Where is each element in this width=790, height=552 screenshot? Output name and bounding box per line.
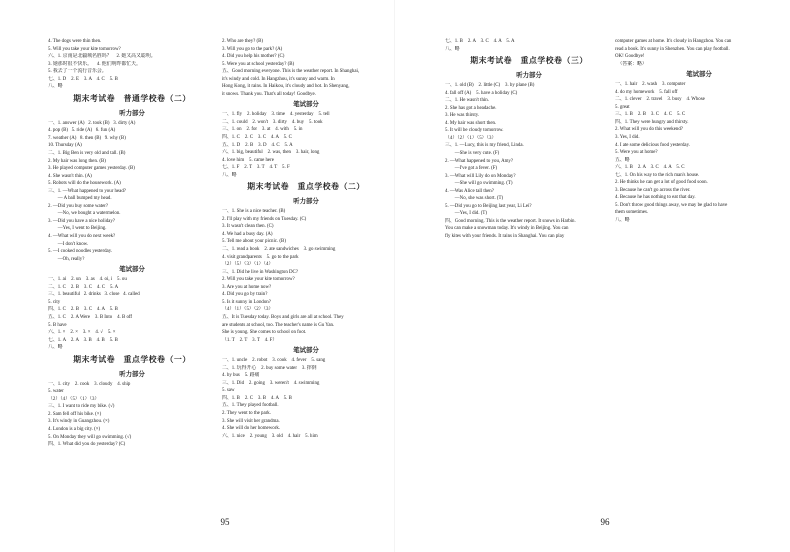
answer-line: 一、1. fly 2. holiday 3. time 4. yesterday 5. tell	[222, 112, 330, 118]
answer-line: 三、1. I want to ride my bike. (√)	[48, 404, 115, 410]
answer-line: （4）（2）（1）（5）（3）	[445, 135, 497, 141]
answer-line: —Yes, I did. (T)	[445, 211, 488, 217]
answer-line: （1. T 2. T 3. T 4. F）	[222, 337, 278, 343]
answer-line: 七、1. On his way to the rich man's house.	[615, 172, 700, 178]
answer-line: 4. Because he has nothing to eat that day.	[615, 195, 696, 201]
answer-line: 一、1. She is a nice teacher. (B)	[222, 209, 286, 215]
answer-line: 2. What will you do this weekend?	[615, 127, 683, 133]
answer-line: 七、1. F 2. T 3. T 4. T 5. F	[222, 165, 290, 171]
answer-line: 三、1. B 2. B 3. C 4. C 5. C	[615, 112, 686, 118]
answer-line: 2. —What happened to you, Amy?	[445, 158, 514, 164]
answer-line: it snows. Thank you. That's all today! Goodbye.	[222, 91, 316, 97]
section-heading: 听力部分	[293, 198, 319, 206]
answer-line: 5. saw	[222, 388, 235, 394]
answer-line: Hong Kong, it rains. In Haikou, it's cloudy and hot. In Shenyang,	[222, 84, 350, 90]
answer-line: 10. Thursday (A)	[48, 143, 82, 149]
answer-line: 一、1. answer (A) 2. took (B) 3. dirty (A)	[48, 120, 136, 126]
answer-line: 七、1. D 2. E 3. A 4. C 5. B	[48, 76, 118, 82]
answer-line: 四、1. They were hungry and thirsty.	[615, 119, 689, 125]
answer-line: 4. do my homework 5. fall off	[615, 89, 678, 95]
answer-line: 4. Did you go by train?	[222, 292, 268, 298]
answer-line: 五、1. They played football.	[222, 403, 279, 409]
answer-line: 5. Is it sunny in London?	[222, 299, 271, 305]
section-heading: 听力部分	[119, 109, 145, 117]
section-heading: 听力部分	[516, 72, 542, 80]
answer-line: 2. Sam fell off his bike. (×)	[48, 411, 102, 417]
page-number-left: 95	[220, 517, 230, 527]
answer-line: 一、1. hair 2. wash 3. computer	[615, 82, 686, 88]
answer-line: 5. On Monday they will go swimming. (√)	[48, 434, 132, 440]
right-page	[395, 0, 790, 552]
answer-line: 六、1. × 2. × 3. × 4. √ 5. ×	[48, 330, 116, 336]
section-heading: 笔试部分	[119, 266, 145, 274]
answer-line: —Oh, really?	[48, 256, 85, 262]
answer-line: 4. I ate some delicious food yesterday.	[615, 142, 690, 148]
answer-line: it's windy and cold. In Hangzhou, it's sunny and warm. In	[222, 76, 335, 82]
answer-column-1	[48, 38, 216, 449]
answer-line: 3. —What will Lily do on Monday?	[445, 173, 516, 179]
answer-line: 3. —Did you have a nice holiday?	[48, 218, 115, 224]
answer-line: 二、1. could 2. won't 3. dirty 4. buy 5. took	[222, 119, 323, 125]
answer-line: 2. I'll play with my friends on Tuesday. (C)	[222, 216, 307, 222]
answer-line: 4. The dogs were thin then.	[48, 39, 102, 44]
answer-line: 三、1. Did 2. going 3. weren't 4. swimming	[222, 380, 320, 386]
answer-line: 5. Were you at school yesterday? (B)	[222, 61, 295, 67]
answer-line: 四、1. B 2. C 3. B 4. A 5. B	[222, 395, 292, 401]
answer-line: 五、It is Tuesday today. Boys and girls are all at school. They	[222, 314, 344, 320]
answer-line: 2. She has got a headache.	[445, 105, 497, 111]
answer-line: 2. He thinks he can get a lot of good food soon.	[615, 180, 708, 186]
answer-line: OK! Goodbye!	[615, 54, 645, 60]
answer-line: 三、1. Did he live in Washington DC?	[222, 269, 298, 275]
answer-line: 4. visit grandparents 5. go to the park	[222, 254, 299, 260]
answer-line: 六、1. 京南是北疆城名胜吗？ 2. 她又高又聪明。	[48, 54, 156, 60]
answer-line: —I've got a fever. (F)	[445, 166, 498, 172]
answer-line: 3. 她那时很不快乐。 4. 他们明昨都忙天。	[48, 61, 141, 67]
answer-line: —She is very cute. (F)	[445, 151, 500, 157]
answer-line: 三、1. on 2. for 3. at 4. with 5. in	[222, 127, 303, 133]
answer-line: 五、1. D 2. B 3. D 4. C 5. A	[222, 142, 293, 148]
exam-title: 期末考试卷 普通学校卷（二）	[73, 93, 191, 103]
answer-line: 2. Who are they? (B)	[222, 39, 264, 44]
answer-line: 4. by bus 5. 路痛	[222, 373, 260, 379]
answer-line: 5. It will be cloudy tomorrow.	[445, 128, 504, 134]
answer-line: 四、1. C 2. B 3. C 4. A 5. B	[48, 307, 118, 313]
answer-line: 4. Did you help his mother? (C)	[222, 54, 285, 60]
answer-line: 5. city	[48, 299, 61, 305]
answer-line: 3. Yes, I did.	[615, 135, 640, 141]
answer-column-2	[222, 38, 390, 440]
answer-line: —No, she was short. (T)	[445, 196, 504, 202]
answer-line: 三、1. —Lucy, this is my friend, Linda.	[445, 143, 524, 149]
answer-line: —Yes, I went to Beijing.	[48, 226, 107, 232]
answer-line: 七、1. B 2. A 3. C 4. A 5. A	[445, 39, 515, 44]
answer-line: 4. She wasn't thin. (A)	[48, 173, 92, 179]
answer-line: computer games at home. It's cloudy in Hangzhou. You can	[615, 39, 732, 44]
answer-line: 4. love him 5. came here	[222, 157, 274, 163]
answer-line: 3. It's windy in Guangzhou. (×)	[48, 419, 110, 425]
answer-line: 4. My hair was short then.	[445, 120, 497, 126]
answer-line: 7. weather (A) 8. then (B) 9. why (B)	[48, 135, 126, 141]
answer-line: 5. Tell me about your picnic. (B)	[222, 239, 286, 245]
answer-line: 3. Will you go to the park? (A)	[222, 46, 283, 52]
answer-line: 4. We had a busy day. (A)	[222, 231, 273, 237]
answer-line: 四、Good morning. This is the weather report. It snows in Harbin.	[445, 218, 576, 224]
answer-line: — A ball bumped my head.	[48, 196, 112, 202]
exam-title: 期末考试卷 重点学校卷（三）	[470, 56, 588, 66]
answer-line: 三、1. beautiful 2. drinks 3. close 4. called	[48, 292, 140, 298]
answer-line: 八、略	[615, 218, 630, 224]
answer-line: 4. —Was Alice tall then?	[445, 188, 494, 194]
answer-line: 二、1. clever 2. travel 3. busy 4. Whose	[615, 97, 705, 103]
answer-line: 4. London is a big city. (×)	[48, 426, 101, 432]
answer-line: 一、1. uncle 2. robot 3. cook 4. fever 5. sang	[222, 358, 326, 364]
answer-line: You can make a snowman today. It's windy in Beijing. You can	[445, 226, 569, 232]
answer-line: 二、1. C 2. B 3. C 4. C 5. A	[48, 284, 119, 290]
answer-line: 二、1. Big Ben is very old and tall. (B)	[48, 151, 126, 157]
answer-line: 5. Don't throw good things away, we may be glad to have	[615, 202, 728, 208]
answer-line: 六、1. B 2. A 3. C 4. A 5. C	[615, 165, 685, 171]
answer-line: are students at school, too. The teacher's name is Gu Yan.	[222, 322, 335, 328]
answer-line: 5. B have	[48, 322, 67, 328]
answer-line: 4. She will do her homework.	[222, 426, 280, 432]
answer-line: 八、略	[222, 172, 237, 178]
answer-line: 5. Will you take your kite tomorrow?	[48, 46, 121, 52]
answer-line: She is young. She comes to school on foot.	[222, 330, 307, 336]
answer-line: 4. fall off (A) 5. have a holiday (C)	[445, 90, 518, 96]
exam-title: 期末考试卷 重点学校卷（二）	[247, 182, 365, 192]
answer-line: —No, we bought a watermelon.	[48, 211, 121, 217]
answer-line: 四、1. What did you do yesterday? (C)	[48, 442, 126, 448]
answer-line: 八、略	[48, 345, 63, 351]
answer-line: 五、1. C 2. A Were 3. B Into 4. B off	[48, 314, 133, 320]
answer-line: 2. My hair was long then. (B)	[48, 158, 106, 164]
answer-line: 3. It wasn't clean then. (C)	[222, 224, 274, 230]
answer-line: 六、1. nice 2. young 3. old 4. hair 5. him	[222, 433, 318, 439]
answer-line: 一、1. city 2. cook 3. cloudy 4. ship	[48, 381, 131, 387]
answer-line: 二、1. He wasn't thin.	[445, 98, 489, 104]
answer-line: （2）（4）（5）（1）（3）	[48, 396, 100, 402]
answer-line: （4）（1）（5）（2）（3）	[222, 307, 274, 313]
answer-line: 5. —Did you go to Beijing last year, Li Lei?	[445, 203, 532, 209]
section-heading: 笔试部分	[293, 101, 319, 109]
answer-line: 一、1. ai 2. un 3. as 4. oi, i 5. ou	[48, 277, 127, 283]
answer-line: 3. She will visit her grandma.	[222, 418, 280, 424]
answer-line: —I don't know.	[48, 241, 89, 247]
answer-line: 七、1. A 2. A 3. B 4. B 5. B	[48, 337, 118, 343]
answer-line: 四、1. C 2. C 3. C 4. A 5. C	[222, 135, 292, 141]
answer-line: 5. Were you at home?	[615, 150, 658, 156]
answer-line: （答案：略）	[615, 61, 647, 67]
answer-line: 5. 我去了一个流行音乐会。	[48, 69, 107, 75]
answer-line: 5. —I cooked noodles yesterday.	[48, 249, 113, 255]
answer-line: （2）（5）（3）（1）（4）	[222, 262, 274, 268]
answer-line: 4. pop (B) 5. ride (A) 6. fun (A)	[48, 128, 116, 134]
answer-line: —She will go swimming. (T)	[445, 181, 513, 187]
answer-line: 八、略	[445, 46, 460, 52]
answer-line: 3. Because he can't go across the river.	[615, 187, 691, 193]
answer-line: 八、略	[48, 84, 63, 90]
answer-line: 二、1. 玩得开心 2. buy some water 3. 摔倒	[222, 365, 317, 371]
answer-column-4	[615, 38, 783, 225]
answer-line: them sometimes.	[615, 210, 649, 216]
answer-line: read a book. It's sunny in Shenzhen. You can play football.	[615, 46, 730, 52]
answer-line: 5. great	[615, 104, 630, 110]
answer-line: 2. Will you take your kite tomorrow?	[222, 277, 295, 283]
answer-column-3	[445, 38, 613, 241]
answer-line: 五、Good morning everyone. This is the weather report. In Shanghai,	[222, 69, 360, 75]
answer-line: 3. Are you at home now?	[222, 284, 272, 290]
answer-line: fly kites with your friends. It rains in Shanghai. You can play	[445, 234, 565, 240]
answer-line: 五、略	[615, 157, 630, 163]
answer-line: 5. water	[48, 389, 64, 395]
exam-title: 期末考试卷 重点学校卷（一）	[73, 354, 191, 364]
answer-line: 2. —Did you buy some water?	[48, 203, 109, 209]
section-heading: 听力部分	[119, 370, 145, 378]
answer-line: 5. Robots will do the housework. (A)	[48, 181, 121, 187]
answer-line: 4. —What will you do next week?	[48, 234, 116, 240]
section-heading: 笔试部分	[293, 347, 319, 355]
answer-line: 二、1. read a book 2. ate sandwiches 3. go swimming	[222, 247, 336, 253]
answer-line: 3. He was thirsty.	[445, 113, 480, 119]
answer-line: 一、1. old (B) 2. little (C) 3. by plane (B)	[445, 83, 535, 89]
answer-line: 3. He played computer games yesterday. (B)	[48, 166, 135, 172]
section-heading: 笔试部分	[686, 71, 712, 79]
answer-line: 2. They went to the park.	[222, 410, 271, 416]
answer-line: 三、1. —What happened to your head?	[48, 188, 126, 194]
answer-line: 六、1. big, beautiful 2. was, then 3. hair, long	[222, 150, 320, 156]
page-number-right: 96	[600, 517, 610, 527]
